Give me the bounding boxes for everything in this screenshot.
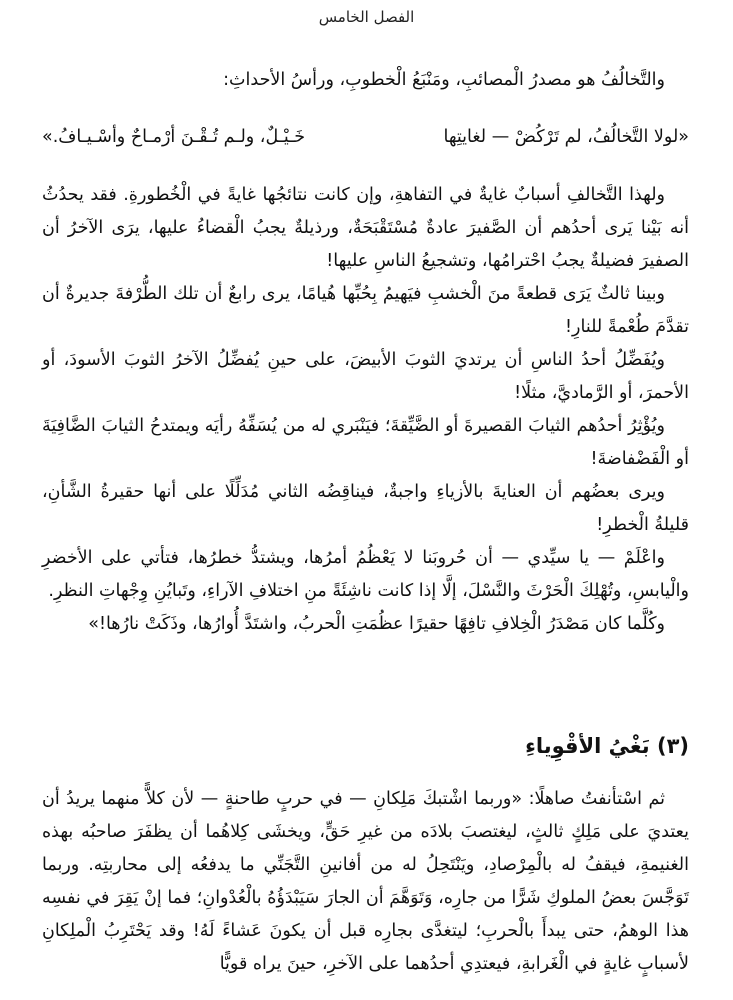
- paragraph: ويُؤْثِرُ أحدُهم الثيابَ القصيرةَ أو الضَّيِّقةَ؛ فيَنْبَري له من يُسَفِّهُ رأيَه ويمتدحُ الثيابَ الضَّافِيَةَ أو الْفَضْفاضةَ!: [42, 416, 689, 469]
- paragraph: ثم اسْتأنفتُ صاهلًا: «وربما اشْتبكَ مَلِكانِ — في حربٍ طاحنةٍ — لأن كلاًّ منهما يريدُ أن يعتديَ على مَلِكٍ ثالثٍ، ليغتصبَ بلادَه من غيرِ حَقٍّ، ويخشَى كِلاهُما أن يظفَرَ صاحبُه بهذه الغنيمةِ، فيقفُ له بالْمِرْصادِ، ويَنْتَحِلُ له من أفانينِ التَّجَنِّي ما يدفعُه إلى محاربتِه. وربما تَوَجَّسَ بعضُ الملوكِ شَرًّا من جارِه، وَتَوَهَّمَ أن الجارَ سَيَبْدَؤُهُ بالْعُدْوانِ؛ فما إنْ يَقِرَ في نفسِه هذا الوهمُ، حتى يبدأَ بالْحربِ؛ ليتغدَّى بجارِه قبل أن يكونَ عَشاءً لَهُ! وقد يَحْتَرِبُ الْملِكانِ لأسبابٍ غايةٍ في الْغَرابةِ، فيعتدِي أحدُهما على الآخرِ، حينَ يراه قويًّا: [42, 789, 689, 974]
- section-title: (٣) بَغْيُ الأقْوِياءِ: [525, 734, 689, 758]
- paragraph: وكُلَّما كان مَصْدَرُ الْخِلافِ تافِهًا حقيرًا عظُمَتِ الْحربُ، واشتَدَّ أُوارُها، وذَكَتْ نارُها!»: [88, 614, 665, 634]
- section-paragraphs: [42, 783, 689, 981]
- verse-line: [42, 121, 689, 154]
- running-head: الفصل الخامس: [318, 8, 415, 26]
- paragraph: ويرى بعضُهم أن العنايةَ بالأزياءِ واجبةٌ، فيناقِضُه الثاني مُدَلِّلًا على أنها حقيرةُ الشَّأنِ، قليلةُ الْخطرِ!: [42, 482, 689, 535]
- paragraph: ولهذا التَّخالفِ أسبابٌ غايةٌ في التفاهةِ، وإن كانت نتائجُها غايةً في الْخُطورةِ. فقد يحدُثُ أنه بَيْنا يَرى أحدُهم أن الصَّفيرَ عادةٌ مُسْتَقْبَحَةٌ، ورذيلةٌ يجبُ الْقضاءُ عليها، يرَى الآخرُ أن الصفيرَ فضيلةٌ يجبُ احْترامُها، وتشجيعُ الناسِ عليها!: [42, 185, 689, 271]
- paragraph: ويُفَضِّلُ أحدُ الناسِ أن يرتديَ الثوبَ الأبيضَ، على حينِ يُفضِّلُ الآخرُ الثوبَ الأسودَ، أو الأحمرَ، أو الرَّماديَّ، مثلًا!: [42, 350, 689, 403]
- main-paragraphs: [42, 179, 689, 641]
- verse-second-hemistich: خَـيْـلٌ، ولـم تُـقْـنَ أرْمـاحٌ وأسْـيـافُ.»: [42, 127, 306, 147]
- intro-line: والتَّخالُفُ هو مصدرُ الْمصائبِ، ومَنْبَعُ الْخطوبِ، ورأسُ الأحداثِ:: [223, 70, 665, 90]
- intro-line-block: [42, 64, 689, 97]
- paragraph: وبينا ثالثٌ يَرَى قطعةً منَ الْخشبِ فيَهيمُ بِحُبِّها هُيامًا، يرى رابعٌ أن تلك الطُّرْفةَ جديرةٌ أن تقدَّمَ طُعْمةً للنارِ!: [42, 284, 689, 337]
- verse-first-hemistich: «لولا التَّخالُفُ، لم تَرْكُضْ — لغايتِها: [443, 127, 689, 147]
- paragraph: واعْلَمْ — يا سيِّدي — أن حُروبَنا لا يَعْظُمُ أمرُها، ويشتدُّ خطرُها، فتأتي على الأخضرِ والْيابسِ، وتُهْلِكَ الْحَرْثَ والنَّسْلَ، إلَّا إذا كانت ناشِئَةً منِ اختلافِ الآراءِ، وتَبايُنِ وِجْهاتِ النظرِ.: [42, 548, 689, 601]
